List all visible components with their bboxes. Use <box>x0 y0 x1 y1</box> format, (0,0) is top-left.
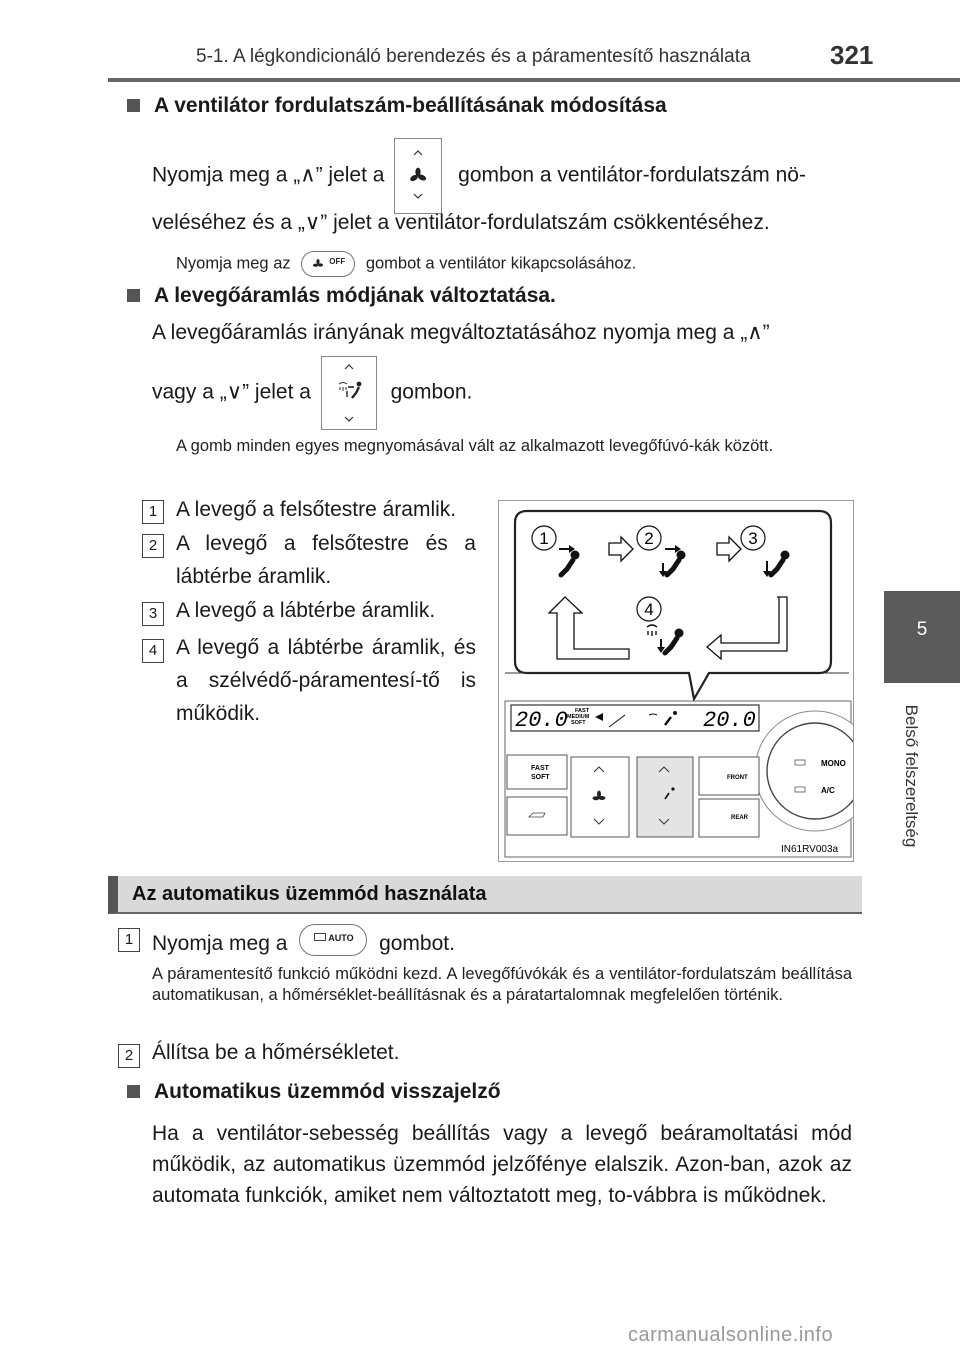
step1-note: A páramentesítő funkció működni kezd. A levegőfúvókák és a ventilátor-fordulatszám beállítása automatikusan, a hőmérséklet-beállításnak és a páratartalomnak megfelelően történik. <box>152 965 852 1004</box>
indicator-heading: Automatikus üzemmód visszajelző <box>127 1080 501 1104</box>
svg-text:1: 1 <box>539 529 549 548</box>
chapter-tab <box>884 591 960 683</box>
airflow-mode-button-image <box>321 356 377 430</box>
footer-watermark: carmanualsonline.info <box>628 1324 834 1346</box>
svg-text:2: 2 <box>644 529 654 548</box>
square-bullet-icon <box>127 289 140 302</box>
svg-text:SOFT: SOFT <box>571 720 586 726</box>
fan-speed-button-icon <box>395 139 441 213</box>
page-header-title: 5-1. A légkondicionáló berendezés és a páramentesítő használata <box>196 46 751 67</box>
header-rule <box>108 78 960 82</box>
svg-text:FAST: FAST <box>531 765 549 772</box>
airflow-item-3: A levegő a lábtérbe áramlik. <box>176 599 436 622</box>
airflow-item-4: A levegő a lábtérbe áramlik, és a szélvédő-páramentesí-tő is működik. <box>176 636 476 725</box>
item-number-4: 4 <box>142 639 164 663</box>
svg-text:REAR: REAR <box>731 815 749 821</box>
indicator-text: Ha a ventilátor-sebesség beállítás vagy a levegő beáramoltatási mód működik, az automatikus üzemmód jelzőfénye elalszik. Azon-ban, azok az automata funkciók, amiket nem változtatott meg, to-vábbra is működnek. <box>152 1122 852 1207</box>
fan-off-icon <box>302 252 354 276</box>
fan-paragraph-line2: veléséhez és a „∨” jelet a ventilátor-fordulatszám csökkentéséhez. <box>152 211 770 234</box>
svg-text:FAST: FAST <box>575 708 590 714</box>
svg-text:20.0: 20.0 <box>703 708 756 733</box>
square-bullet-icon <box>127 1085 140 1098</box>
step1-text: Nyomja meg a AUTO gombot. <box>152 924 455 956</box>
svg-text:MEDIUM: MEDIUM <box>567 714 590 720</box>
svg-text:MONO: MONO <box>821 759 846 768</box>
auto-section-title: Az automatikus üzemmód használata <box>132 883 487 905</box>
airflow-mode-icon <box>322 357 376 429</box>
callout-3 <box>741 526 765 550</box>
airflow-item-1: A levegő a felsőtestre áramlik. <box>176 498 457 521</box>
page-number: 321 <box>830 40 874 70</box>
square-bullet-icon <box>127 99 140 112</box>
callout-4 <box>637 597 661 621</box>
airflow-diagram <box>498 500 854 862</box>
chapter-number: 5 <box>916 619 928 640</box>
item-number-1: 1 <box>142 500 164 524</box>
item-number-2: 2 <box>142 534 164 558</box>
auto-section-header <box>108 876 862 914</box>
airflow-paragraph-line2: vagy a „∨” jelet a gombon. <box>152 356 472 430</box>
auto-indicator-icon <box>314 933 326 941</box>
auto-label: AUTO <box>328 933 354 943</box>
step-number-1: 1 <box>118 928 140 952</box>
step2-text: Állítsa be a hőmérsékletet. <box>152 1041 400 1064</box>
svg-text:FRONT: FRONT <box>727 775 748 781</box>
svg-text:20.0: 20.0 <box>515 708 568 733</box>
svg-text:3: 3 <box>748 529 758 548</box>
off-label: OFF <box>329 257 346 266</box>
svg-text:A/C: A/C <box>821 786 835 795</box>
svg-text:IN61RV003a: IN61RV003a <box>781 844 839 855</box>
item-number-3: 3 <box>142 602 164 626</box>
chapter-label-box <box>888 690 928 880</box>
fan-paragraph-line1: Nyomja meg a „∧” jelet a gombon a ventilátor-fordulatszám nö- <box>152 138 852 214</box>
callout-2 <box>637 526 661 550</box>
fan-heading: A ventilátor fordulatszám-beállításának módosítása <box>127 94 667 118</box>
callout-1 <box>532 526 556 550</box>
fan-speed-button-image <box>394 138 442 214</box>
chapter-label: Belső felszereltség <box>902 704 921 848</box>
fan-off-button-image <box>301 251 355 277</box>
step-number-2: 2 <box>118 1044 140 1068</box>
fan-off-note: Nyomja meg az OFF gombot a ventilátor kikapcsolásához. <box>176 251 636 277</box>
auto-button-image <box>299 924 367 956</box>
airflow-paragraph-line1: A levegőáramlás irányának megváltoztatásához nyomja meg a „∧” <box>152 321 770 344</box>
airflow-heading: A levegőáramlás módjának változtatása. <box>127 284 556 308</box>
svg-text:4: 4 <box>644 600 654 619</box>
airflow-item-2: A levegő a felsőtestre és a lábtérbe áramlik. <box>176 532 476 588</box>
airflow-note: A gomb minden egyes megnyomásával vált az alkalmazott levegőfúvó-kák között. <box>176 437 774 455</box>
svg-text:SOFT: SOFT <box>531 774 550 781</box>
